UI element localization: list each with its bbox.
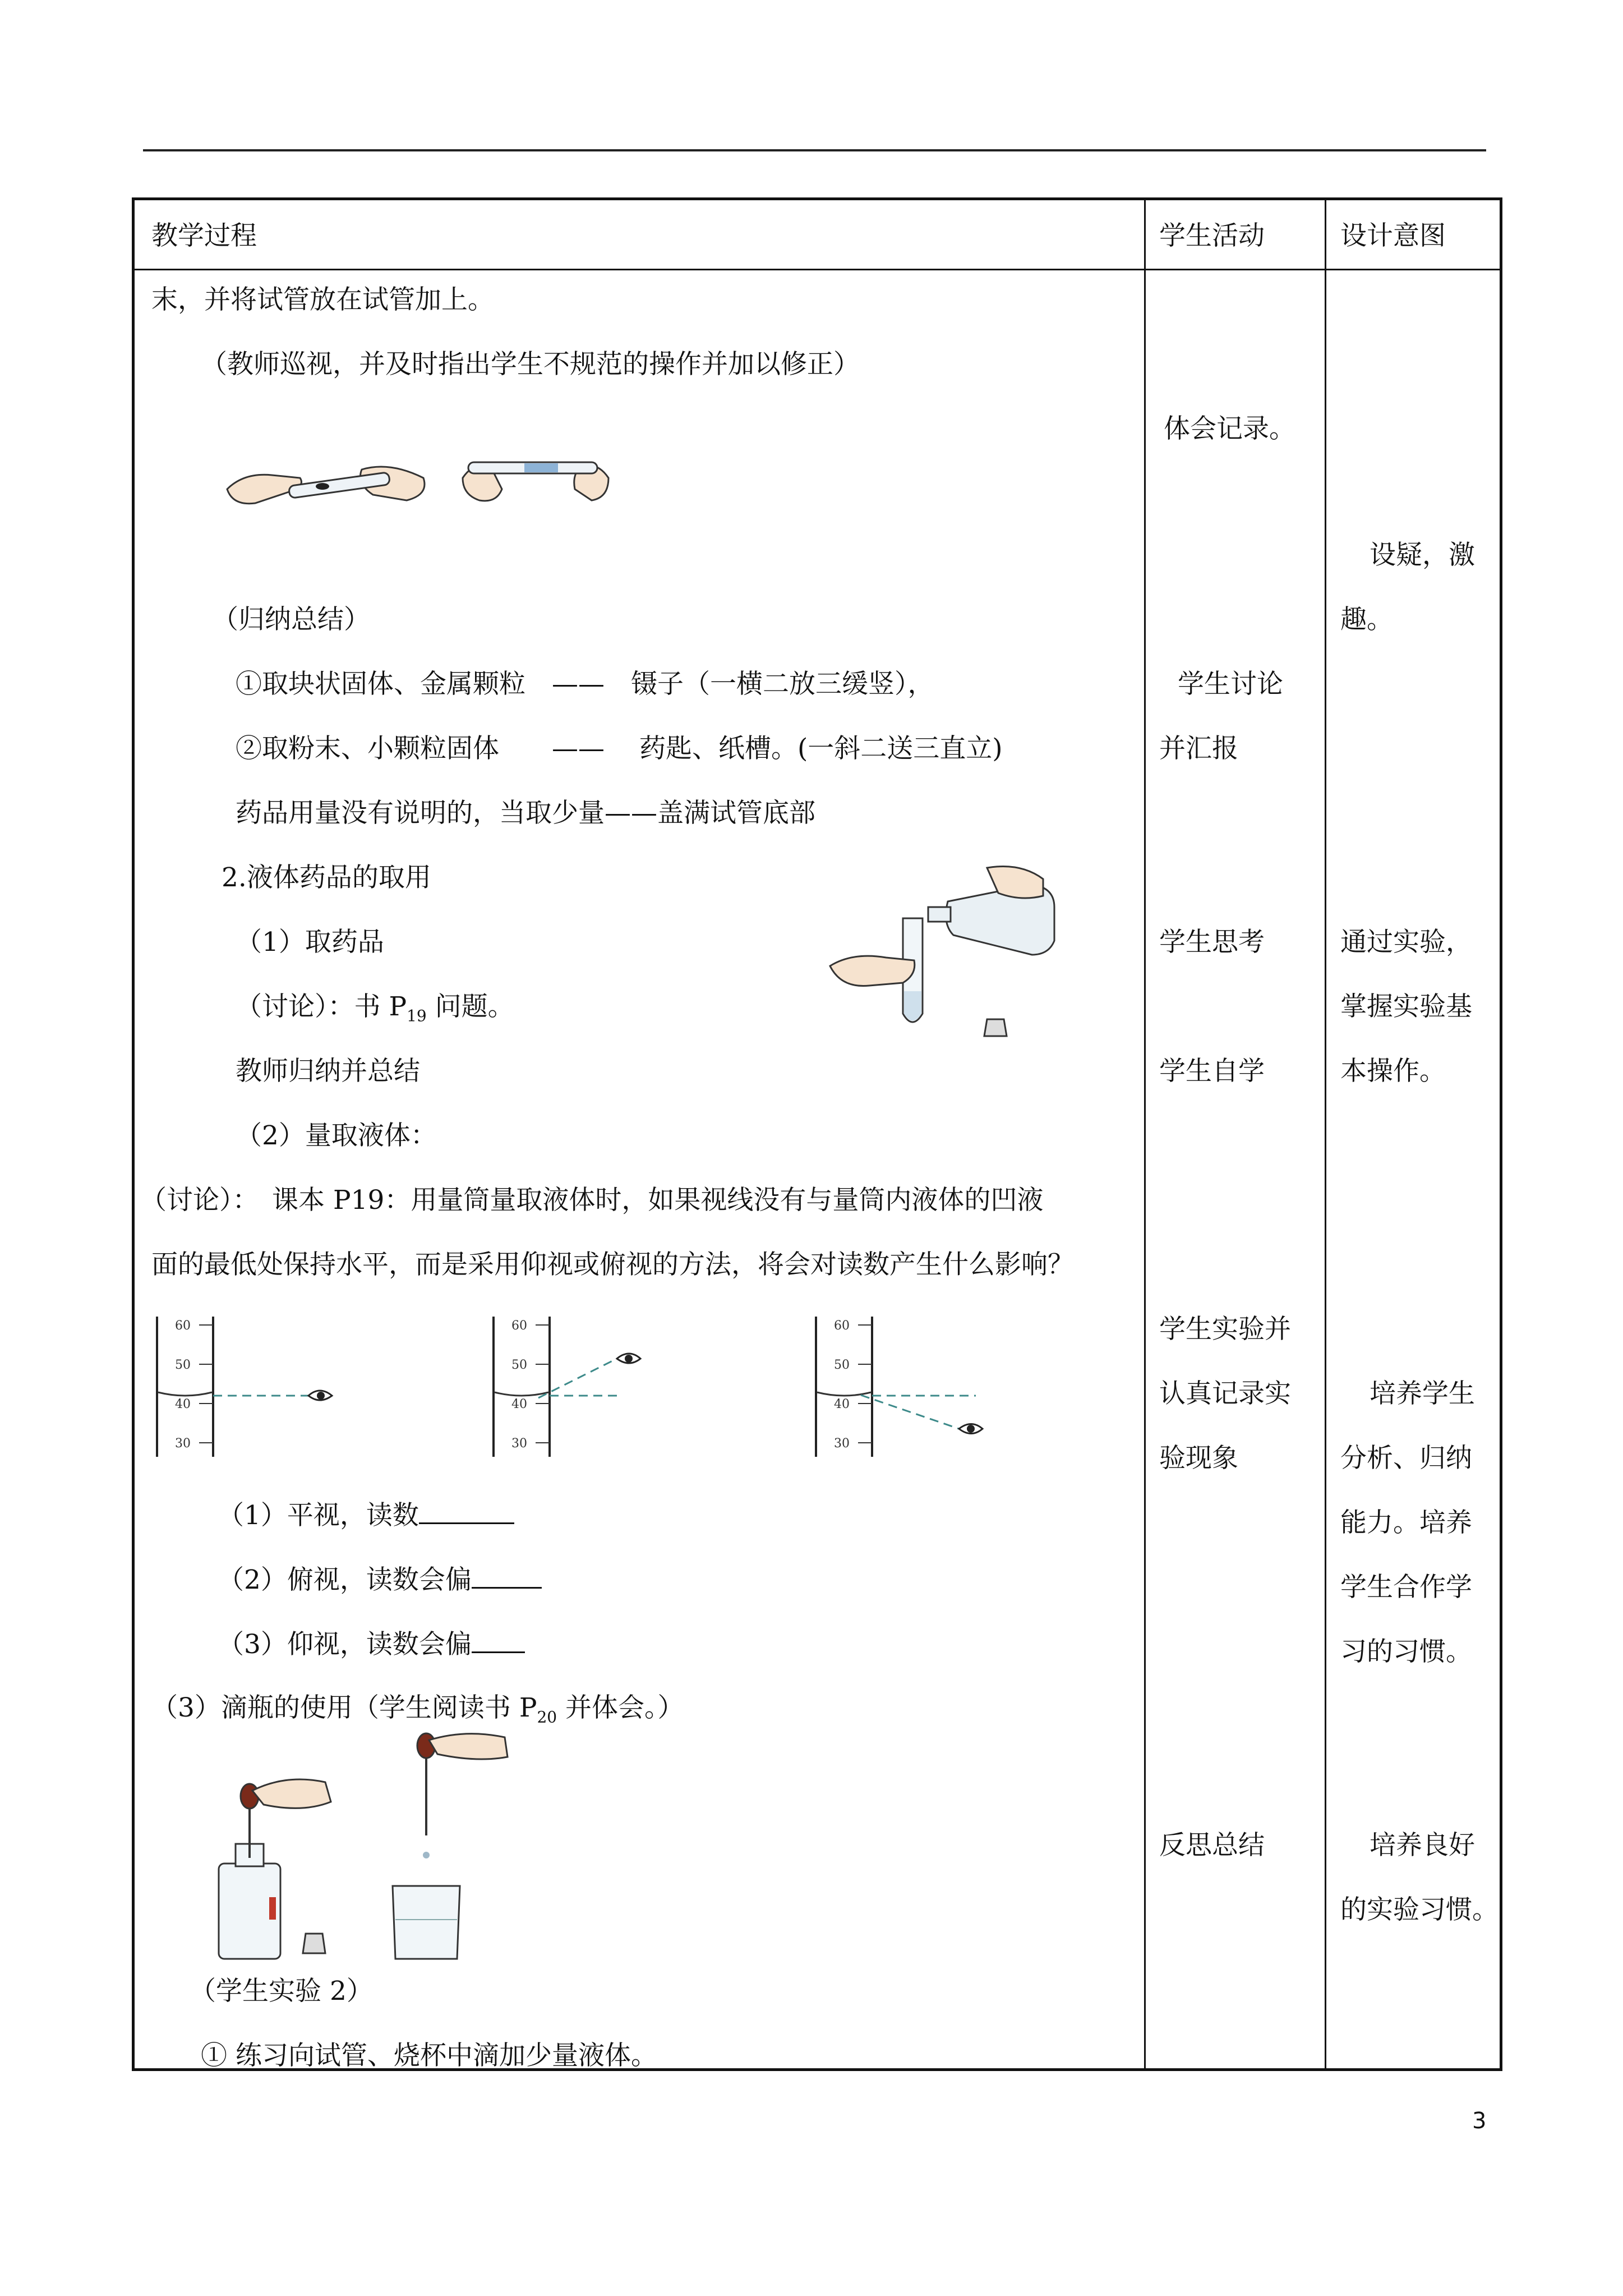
tick-label: 30 xyxy=(511,1437,527,1451)
bottle-stopper-icon xyxy=(303,1934,325,1953)
activity-text: 验现象 xyxy=(1159,1443,1238,1474)
tick-label: 30 xyxy=(175,1437,191,1451)
activity-text: 学生自学 xyxy=(1159,1056,1265,1087)
activity-text: 学生讨论 xyxy=(1178,669,1283,700)
hands-holding-tube-icon xyxy=(463,462,608,501)
activity-text: 并汇报 xyxy=(1159,733,1238,764)
activity-text: 学生思考 xyxy=(1159,927,1265,958)
intent-text: 分析、归纳 xyxy=(1340,1443,1472,1474)
experiment-title: （学生实验 2） xyxy=(190,1976,373,2007)
discussion-text: 面的最低处保持水平，而是采用仰视或俯视的方法，将会对读数产生什么影响？ xyxy=(151,1249,1074,1280)
hands-loading-tube-icon xyxy=(227,467,425,504)
activity-text: 体会记录。 xyxy=(1164,413,1295,444)
pouring-liquid-illustration xyxy=(819,862,1077,1047)
summary-rule: ①取块状固体、金属颗粒 —— 镊子（一横二放三缓竖）， xyxy=(236,669,934,700)
intent-text: 习的习惯。 xyxy=(1340,1636,1472,1667)
column-divider xyxy=(1144,200,1146,2068)
header-activity: 学生活动 xyxy=(1159,220,1265,251)
intent-text: 能力。培养 xyxy=(1340,1507,1472,1538)
page-number: 3 xyxy=(1472,2108,1487,2134)
process-text: 教师归纳并总结 xyxy=(236,1056,420,1087)
header-intent: 设计意图 xyxy=(1340,220,1446,251)
reagent-bottle-icon xyxy=(928,867,1054,955)
activity-text: 认真记录实 xyxy=(1159,1378,1291,1409)
summary-rule: ②取粉末、小颗粒固体 —— 药匙、纸槽。(一斜二送三直立) xyxy=(236,733,1003,764)
test-tube-handling-illustration xyxy=(222,427,648,512)
summary-title: （归纳总结） xyxy=(212,604,370,635)
tick-label: 50 xyxy=(511,1358,527,1372)
experiment-item: ① 练习向试管、烧杯中滴加少量液体。 xyxy=(201,2040,657,2071)
subsection-title: （3）滴瓶的使用（学生阅读书 $P_{20}$ 并体会。） xyxy=(151,1692,684,1727)
intent-text: 趣。 xyxy=(1340,604,1393,635)
activity-text: 学生实验并 xyxy=(1159,1314,1291,1345)
subsection-title: （1）取药品 xyxy=(236,927,384,958)
graduated-cylinder-level-view xyxy=(157,1317,332,1457)
header-divider xyxy=(135,269,1500,270)
dropper-bottle-icon xyxy=(219,1779,331,1959)
hand-icon xyxy=(830,956,915,986)
intent-text: 本操作。 xyxy=(1340,1056,1446,1087)
tick-label: 30 xyxy=(834,1437,850,1451)
tick-label: 40 xyxy=(834,1397,850,1411)
discussion-text: （讨论）：书 $P_{19}$ 问题。 xyxy=(236,991,514,1025)
tick-label: 60 xyxy=(511,1319,527,1333)
bottle-stopper-icon xyxy=(984,1019,1007,1036)
intent-text: 通过实验， xyxy=(1340,927,1472,958)
cylinder-reading-illustration xyxy=(151,1314,1105,1460)
intent-text: 的实验习惯。 xyxy=(1340,1894,1498,1925)
reading-question: （1）平视，读数 xyxy=(218,1498,514,1533)
intent-text: 学生合作学 xyxy=(1340,1572,1472,1603)
reading-question: （2）俯视，读数会偏 xyxy=(218,1562,542,1597)
subsection-title: （2）量取液体： xyxy=(236,1120,437,1151)
activity-text: 反思总结 xyxy=(1159,1830,1265,1861)
header-process: 教学过程 xyxy=(151,220,257,251)
column-divider xyxy=(1325,200,1326,2068)
tick-label: 50 xyxy=(834,1358,850,1372)
tick-label: 60 xyxy=(834,1319,850,1333)
tick-label: 40 xyxy=(175,1397,191,1411)
reading-question: （3）仰视，读数会偏 xyxy=(218,1627,525,1662)
header-rule xyxy=(143,149,1486,151)
intent-text: 培养学生 xyxy=(1370,1378,1475,1409)
intent-text: 培养良好 xyxy=(1370,1830,1475,1861)
dropper-over-beaker-icon xyxy=(393,1733,508,1959)
tick-label: 50 xyxy=(175,1358,191,1372)
dropper-usage-illustration xyxy=(202,1729,516,1976)
discussion-text: （讨论）： 课本 P19：用量筒量取液体时，如果视线没有与量筒内液体的凹液 xyxy=(140,1185,1044,1216)
lesson-table xyxy=(132,197,1502,2071)
process-text: （教师巡视，并及时指出学生不规范的操作并加以修正） xyxy=(201,349,860,380)
graduated-cylinder-upward-view xyxy=(816,1317,983,1457)
section-title: 2.液体药品的取用 xyxy=(222,862,431,893)
graduated-cylinder-downward-view xyxy=(494,1317,640,1457)
process-text: 末，并将试管放在试管加上。 xyxy=(151,284,494,315)
summary-rule: 药品用量没有说明的，当取少量——盖满试管底部 xyxy=(236,798,815,829)
tick-label: 60 xyxy=(175,1319,191,1333)
intent-text: 掌握实验基 xyxy=(1340,991,1472,1022)
tick-label: 40 xyxy=(511,1397,527,1411)
intent-text: 设疑，激 xyxy=(1370,540,1475,570)
